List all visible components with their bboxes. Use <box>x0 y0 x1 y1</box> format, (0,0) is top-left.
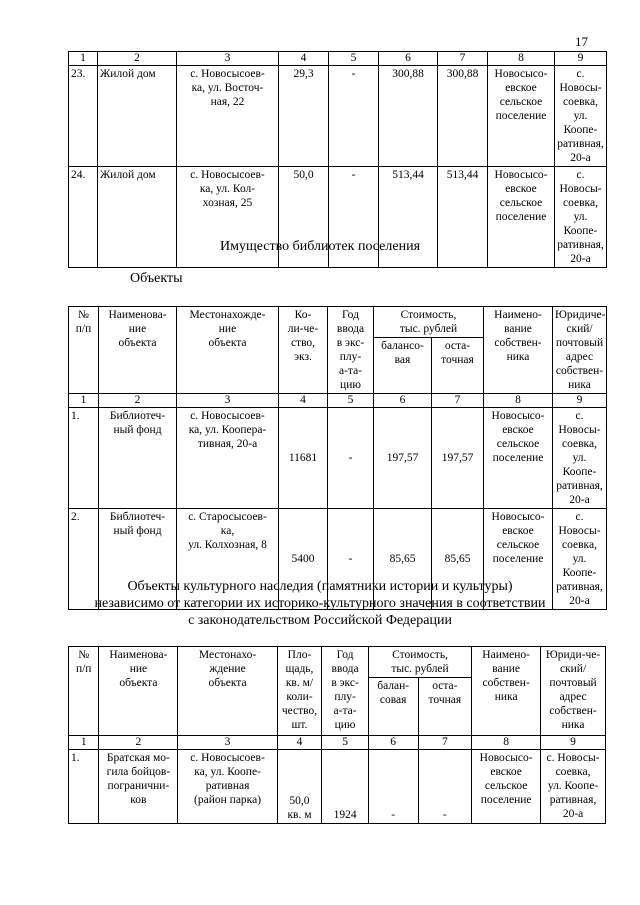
table-cell: с. Новосы- соевка, ул. Коопе- ративная, 20-а <box>553 408 607 509</box>
table-cell: 2. <box>69 509 99 610</box>
column-number-row <box>69 394 607 408</box>
table-cell: с. Новосысоев- ка, ул. Кол- хозная, 25 <box>177 167 279 268</box>
table-cell: 8 <box>472 736 541 750</box>
table-cell: Новосысо- евское сельское поселение <box>488 66 555 167</box>
table-cell: 85,65 <box>432 509 484 610</box>
table-cell: 3 <box>177 52 279 66</box>
table-cell: 2 <box>99 736 178 750</box>
table-cell: 197,57 <box>374 408 432 509</box>
table-cell: 3 <box>178 736 277 750</box>
section-title-heritage-line3: с законодательством Российской Федерации <box>188 613 452 628</box>
table-row <box>69 66 607 167</box>
library-table <box>68 306 607 610</box>
table-header-row <box>69 307 607 338</box>
header-year: Год ввода в экс- плу- а-та- цию <box>328 307 374 394</box>
table-cell: 4 <box>279 52 329 66</box>
header-location: Местонахожде- ние объекта <box>177 307 279 394</box>
header-name: Наименова- ние объекта <box>99 307 177 394</box>
header-cost: Стоимость, тыс. рублей <box>368 647 471 678</box>
table-cell: 5 <box>322 736 369 750</box>
header-year: Год ввода в экс- плу- а-та- цию <box>322 647 369 736</box>
section-title-heritage-line1: Объекты культурного наследия (памятники истории и культуры) <box>127 579 513 594</box>
table-cell: 1924 <box>322 750 369 824</box>
table-cell: 11681 <box>279 408 328 509</box>
header-name: Наименова- ние объекта <box>99 647 178 736</box>
table-cell: 1 <box>69 394 99 408</box>
table-cell: 50,0 <box>279 167 329 268</box>
header-address: Юриди-че- ский/ почтовый адрес собствен- ника <box>541 647 606 736</box>
column-number-row <box>69 52 607 66</box>
table-cell: 85,65 <box>374 509 432 610</box>
table-cell: 8 <box>488 52 555 66</box>
table-cell: 4 <box>279 394 328 408</box>
header-balance: балансо- вая <box>374 338 432 394</box>
table-cell: 197,57 <box>432 408 484 509</box>
table-row <box>69 750 606 824</box>
table-cell: - <box>328 509 374 610</box>
header-cost: Стоимость, тыс. рублей <box>374 307 484 338</box>
header-num: № п/п <box>69 307 99 394</box>
table-cell: 2 <box>98 52 177 66</box>
table-cell: - <box>418 750 472 824</box>
table-cell: 5400 <box>279 509 328 610</box>
header-owner: Наимено- вание собствен- ника <box>472 647 541 736</box>
table-cell: 1. <box>69 750 99 824</box>
header-residual: оста- точная <box>432 338 484 394</box>
table-cell: 7 <box>418 736 472 750</box>
table-cell: - <box>328 408 374 509</box>
header-location: Местонахо- ждение объекта <box>178 647 277 736</box>
table-cell: 7 <box>432 394 484 408</box>
section-title-heritage-line2: независимо от категории их историко-культурного значения в соответствии <box>94 596 546 611</box>
table-cell: с. Новосысоев- ка, ул. Коопе- ративная (район парка) <box>178 750 277 824</box>
table-cell: 9 <box>555 52 607 66</box>
table-cell: Братская мо- гила бойцов- погранични- ков <box>99 750 178 824</box>
table-cell: 2 <box>99 394 177 408</box>
table-cell: с. Новосы- соевка, ул. Коопе- ративная, 20-а <box>555 66 607 167</box>
header-balance: балан- совая <box>368 678 418 736</box>
header-area: Пло- щадь, кв. м/ коли- чество, шт. <box>277 647 322 736</box>
table-row <box>69 408 607 509</box>
table-cell: 24. <box>69 167 98 268</box>
page-number: 17 <box>575 34 588 49</box>
housing-table <box>68 51 607 268</box>
table-cell: Жилой дом <box>98 167 177 268</box>
section-subtitle-objects: Объекты <box>130 271 183 286</box>
table-cell: 1 <box>69 736 99 750</box>
table-cell: Новосысо- евское сельское поселение <box>484 509 553 610</box>
table-cell: Новосысо- евское сельское поселение <box>488 167 555 268</box>
header-owner: Наимено- вание собствен- ника <box>484 307 553 394</box>
table-cell: Библиотеч- ный фонд <box>99 509 177 610</box>
table-cell: Библиотеч- ный фонд <box>99 408 177 509</box>
table-cell: 6 <box>374 394 432 408</box>
header-address: Юридиче- ский/ почтовый адрес собствен- ника <box>553 307 607 394</box>
table-cell: 50,0 кв. м <box>277 750 322 824</box>
table-cell: - <box>368 750 418 824</box>
table-cell: 8 <box>484 394 553 408</box>
header-qty: Ко- ли-че- ство, экз. <box>279 307 328 394</box>
table-cell: с. Новосысоев- ка, ул. Восточ- ная, 22 <box>177 66 279 167</box>
table-cell: 6 <box>368 736 418 750</box>
table-header-row <box>69 647 606 678</box>
table-cell: 4 <box>277 736 322 750</box>
table-cell: с. Новосысоев- ка, ул. Коопера- тивная, 20-а <box>177 408 279 509</box>
table-cell: 9 <box>553 394 607 408</box>
heritage-table <box>68 646 606 824</box>
table-cell: 6 <box>379 52 438 66</box>
header-residual: оста- точная <box>418 678 472 736</box>
header-num: № п/п <box>69 647 99 736</box>
table-cell: с. Старосысоев- ка, ул. Колхозная, 8 <box>177 509 279 610</box>
table-cell: - <box>329 66 379 167</box>
table-cell: 3 <box>177 394 279 408</box>
table-cell: 5 <box>328 394 374 408</box>
table-cell: 300,88 <box>438 66 488 167</box>
table-cell: с. Новосы- соевка, ул. Коопе- ративная, 20-а <box>541 750 606 824</box>
table-cell: 9 <box>541 736 606 750</box>
table-cell: 7 <box>438 52 488 66</box>
table-cell: 29,3 <box>279 66 329 167</box>
table-cell: - <box>329 167 379 268</box>
table-cell: 23. <box>69 66 98 167</box>
table-cell: 300,88 <box>379 66 438 167</box>
table-cell: Новосысо- евское сельское поселение <box>472 750 541 824</box>
table-cell: с. Новосы- соевка, ул. Коопе- ративная, 20-а <box>553 509 607 610</box>
table-cell: 1. <box>69 408 99 509</box>
table-cell: 513,44 <box>379 167 438 268</box>
table-cell: 513,44 <box>438 167 488 268</box>
table-cell: Новосысо- евское сельское поселение <box>484 408 553 509</box>
table-cell: 1 <box>69 52 98 66</box>
section-title-libraries: Имущество библиотек поселения <box>219 239 421 254</box>
table-cell: с. Новосы- соевка, ул. Коопе- ративная, 20-а <box>555 167 607 268</box>
table-cell: 5 <box>329 52 379 66</box>
column-number-row <box>69 736 606 750</box>
table-cell: Жилой дом <box>98 66 177 167</box>
